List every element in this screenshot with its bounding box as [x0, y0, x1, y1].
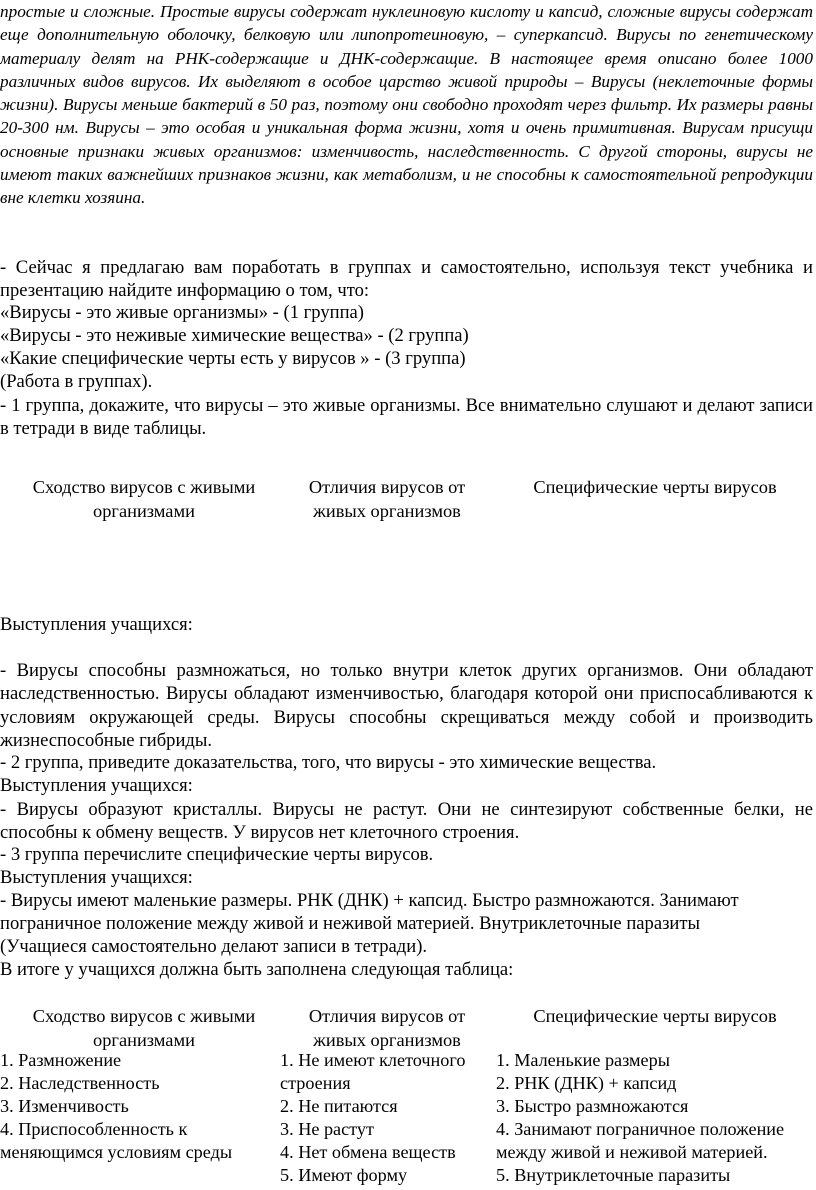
table-header-similarities: Сходство вирусов с живыми организмами	[32, 477, 256, 521]
difference-item: 3. Не растут	[280, 1119, 374, 1139]
group-task-3: «Какие специфические черты есть у вирусов » - (3 группа)	[0, 348, 466, 369]
difference-item: 5. Имеют форму	[280, 1165, 408, 1185]
specific-item: 5. Внутриклеточные паразиты	[496, 1165, 731, 1185]
group1-speech: - Вирусы способны размножаться, но только внутри клеток других организмов. Они обладают наследственностью. Вирусы обладают изменчивостью, благодаря которой они приспосабливаются к условиям окружающей среды. Вирусы способны скрещиваться между собой и производить жизнеспособные гибриды.	[0, 660, 813, 751]
difference-item: 1. Не имеют клеточного	[280, 1050, 466, 1070]
work-note: (Работа в группах).	[0, 371, 153, 392]
similarity-item: 3. Изменчивость	[0, 1096, 129, 1116]
similarity-item: 4. Приспособленность к	[0, 1119, 188, 1139]
result-note: В итоге у учащихся должна быть заполнена следующая таблица:	[0, 959, 514, 980]
specific-item: между живой и неживой материей.	[496, 1142, 768, 1162]
group-task-1: «Вирусы - это живые организмы» - (1 группа)	[0, 302, 364, 323]
specific-item: 3. Быстро размножаются	[496, 1096, 689, 1116]
intro-paragraph: простые и сложные. Простые вирусы содержат нуклеиновую кислоту и капсид, сложные вирусы содержат еще дополнительную оболочку, белковую или липопротеиновую, – суперкапсид. Вирусы по генетическому материалу делят на РНК-содержащие и ДНК-содержащие. В настоящее время описано более 1000 различных видов вирусов. Их выделяют в особое царство живой природы – Вирусы (неклеточные формы жизни). Вирусы меньше бактерий в 50 раз, поэтому они свободно проходят через фильтр. Их размеры равны 20-300 нм. Вирусы – это особая и уникальная форма жизни, хотя и очень примитивная. Вирусам присущи основные признаки живых организмов: изменчивость, наследственность. С другой стороны, вирусы не имеют таких важнейших признаков жизни, как метаболизм, и не способны к самостоятельной репродукции вне клетки хозяина.	[0, 2, 813, 208]
speeches-label-3: Выступления учащихся:	[0, 867, 193, 888]
final-header-specific: Специфические черты вирусов	[533, 1006, 777, 1026]
difference-item: 2. Не питаются	[280, 1096, 398, 1116]
final-header-differences: Отличия вирусов от живых организмов	[308, 1006, 466, 1050]
group2-speech: - Вирусы образуют кристаллы. Вирусы не растут. Они не синтезируют собственные белки, не способны к обмену веществ. У вирусов нет клеточного строения.	[0, 799, 813, 844]
difference-item: строения	[280, 1073, 351, 1093]
specific-item: 2. РНК (ДНК) + капсид	[496, 1073, 677, 1093]
similarity-item: 1. Размножение	[0, 1050, 122, 1070]
group-task-2: «Вирусы - это неживые химические вещества» - (2 группа)	[0, 325, 469, 346]
similarity-item: 2. Наследственность	[0, 1073, 160, 1093]
group3-speech-line-2: пограничное положение между живой и неживой материей. Внутриклеточные паразиты	[0, 913, 700, 934]
specific-item: 1. Маленькие размеры	[496, 1050, 670, 1070]
difference-item: 4. Нет обмена веществ	[280, 1142, 456, 1162]
final-header-similarities: Сходство вирусов с живыми организмами	[32, 1006, 256, 1050]
speeches-label: Выступления учащихся:	[0, 614, 193, 635]
similarity-item: меняющимся условиям среды	[0, 1142, 233, 1162]
group1-task: - 1 группа, докажите, что вирусы – это живые организмы. Все внимательно слушают и делают записи в тетради в виде таблицы.	[0, 395, 813, 440]
task-intro: - Сейчас я предлагаю вам поработать в группах и самостоятельно, используя текст учебника и презентацию найдите информацию о том, что:	[0, 257, 813, 302]
table-header-differences: Отличия вирусов от живых организмов	[308, 477, 466, 521]
self-note: (Учащиеся самостоятельно делают записи в тетради).	[0, 936, 428, 957]
group3-speech-line-1: - Вирусы имеют маленькие размеры. РНК (ДНК) + капсид. Быстро размножаются. Занимают	[0, 890, 739, 911]
speeches-label-2: Выступления учащихся:	[0, 775, 193, 796]
table-header-specific: Специфические черты вирусов	[533, 477, 777, 497]
specific-item: 4. Занимают пограничное положение	[496, 1119, 785, 1139]
group2-task: - 2 группа, приведите доказательства, того, что вирусы - это химические вещества.	[0, 752, 657, 773]
group3-task: - 3 группа перечислите специфические черты вирусов.	[0, 844, 434, 865]
